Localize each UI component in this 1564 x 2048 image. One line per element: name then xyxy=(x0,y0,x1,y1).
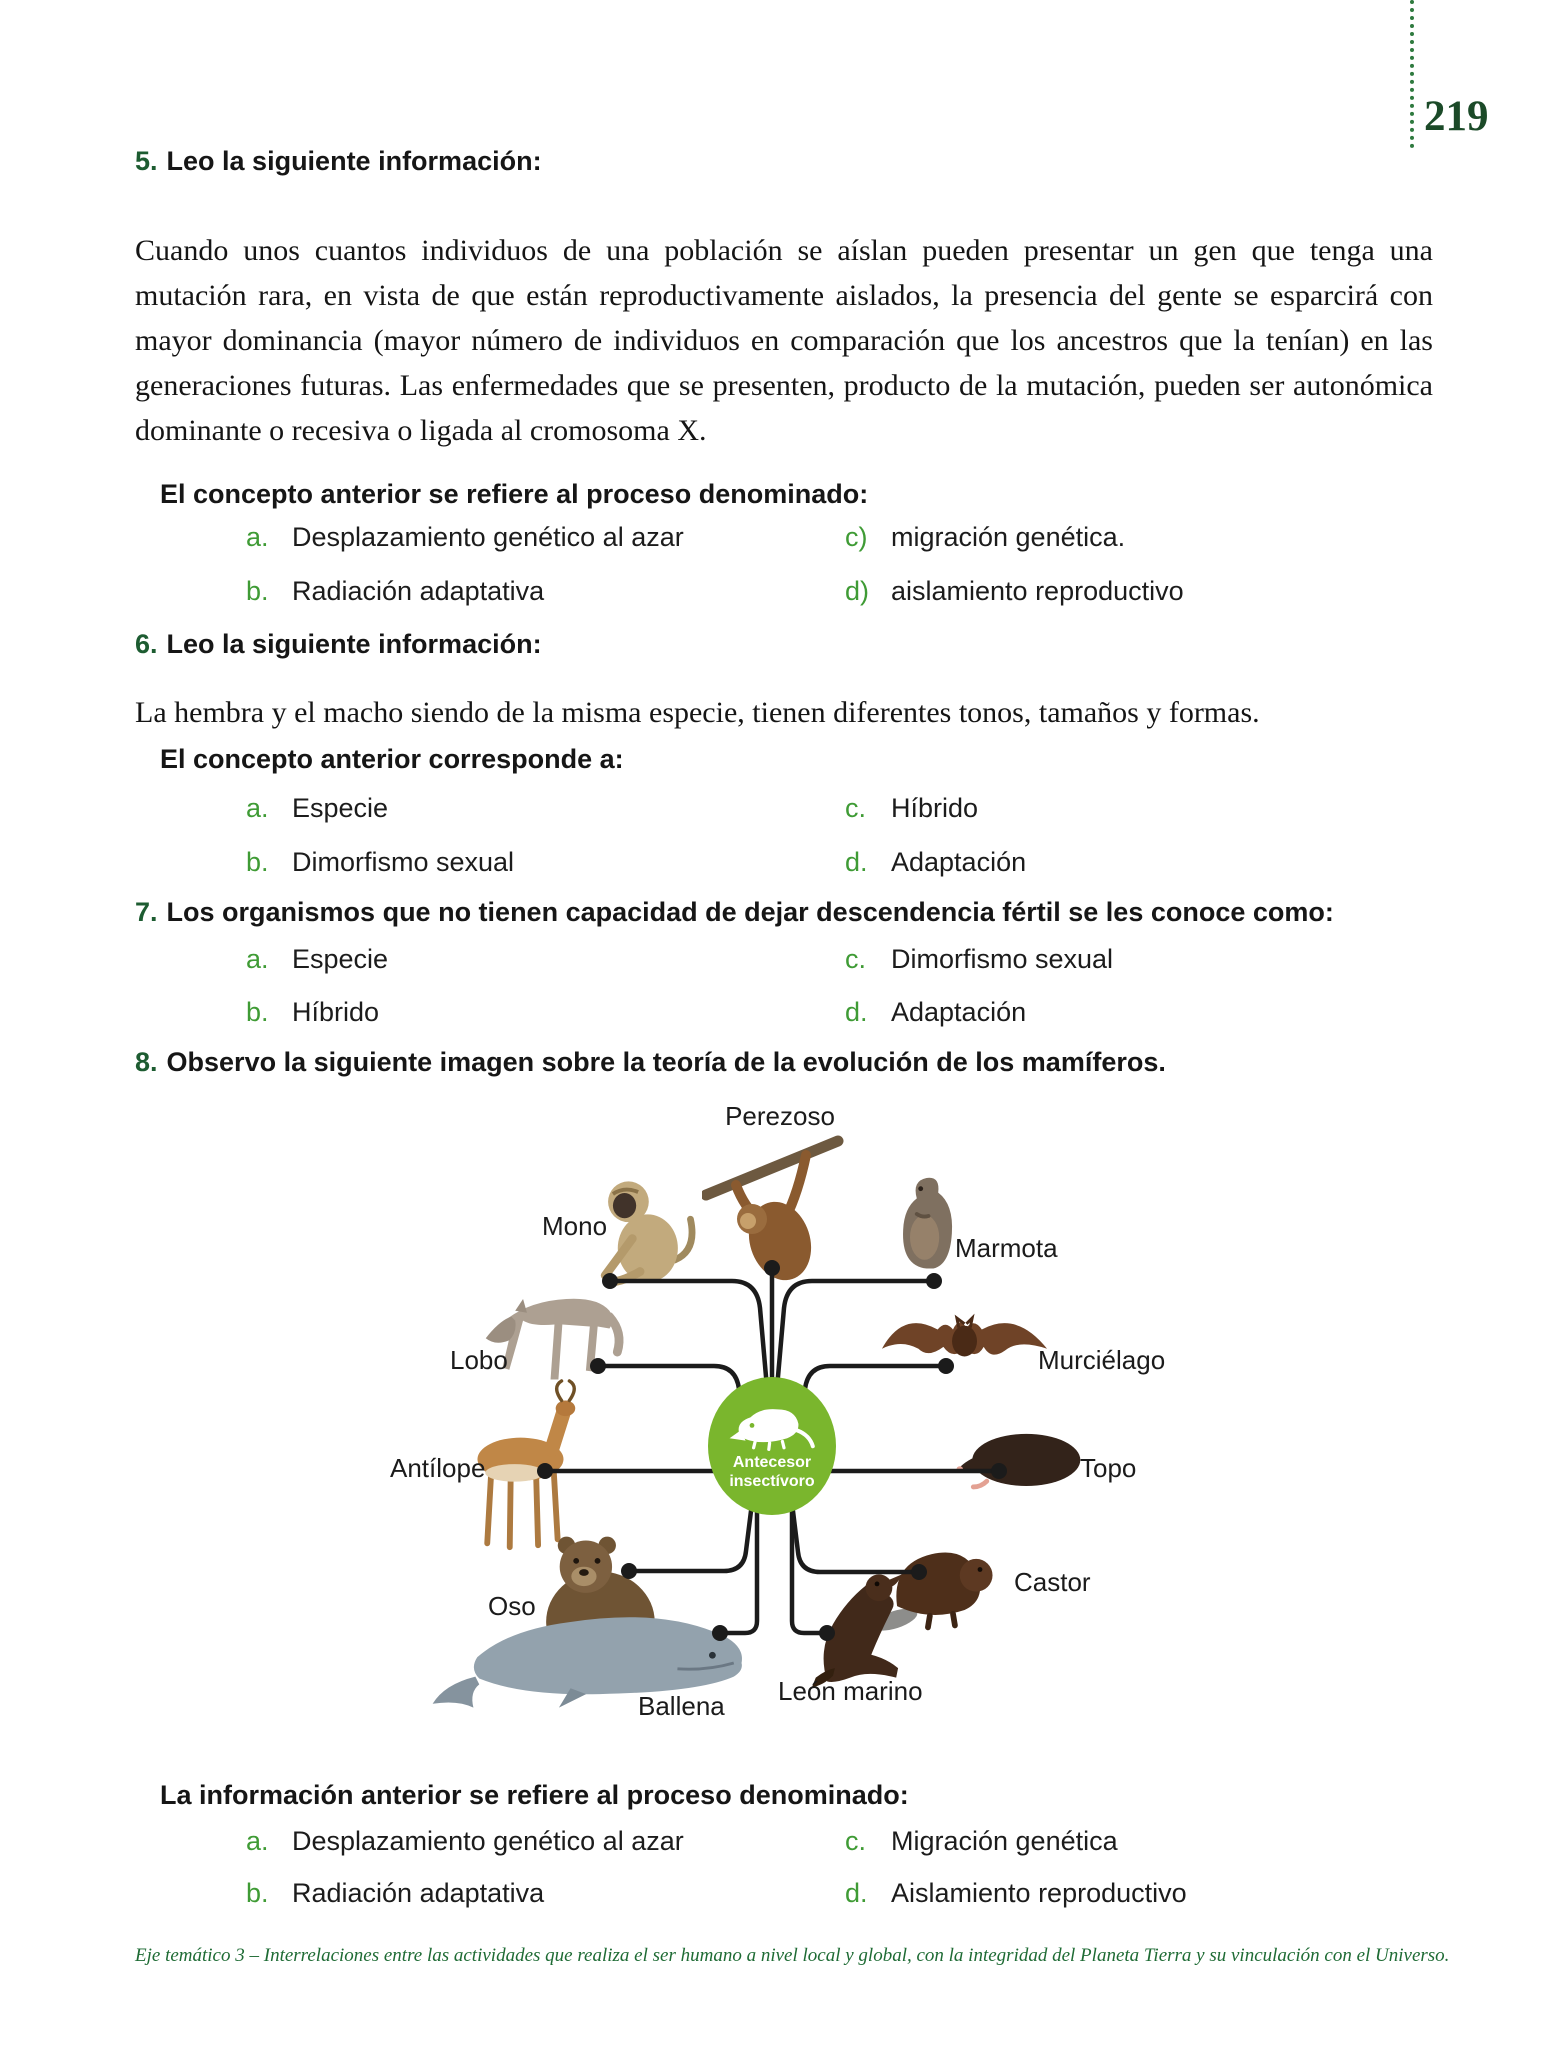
ancestor-circle xyxy=(708,1377,836,1515)
q6-option-b-text: Dimorfismo sexual xyxy=(292,847,515,877)
q5-option-a-text: Desplazamiento genético al azar xyxy=(292,522,684,552)
q6-option-a-text: Especie xyxy=(292,793,389,823)
question-8-header xyxy=(135,1047,1166,1078)
label-perezoso: Perezoso xyxy=(725,1101,835,1131)
label-topo: Topo xyxy=(1080,1453,1137,1483)
question-8-prompt: Observo la siguiente imagen sobre la teoría de la evolución de los mamíferos. xyxy=(166,1047,1166,1077)
q8-option-c-text: Migración genética xyxy=(891,1826,1118,1856)
question-6-number: 6. xyxy=(135,629,158,659)
q5-option-c-letter: c) xyxy=(845,522,868,552)
q8-option-d-text: Aislamiento reproductivo xyxy=(891,1878,1187,1908)
question-5-subprompt: El concepto anterior se refiere al proceso denominado: xyxy=(160,479,869,509)
q8-option-b-letter: b. xyxy=(246,1878,269,1908)
mammal-evolution-diagram xyxy=(380,1093,1200,1765)
question-8-subprompt: La información anterior se refiere al proceso denominado: xyxy=(160,1780,909,1810)
q5-option-a-letter: a. xyxy=(246,522,269,552)
q6-option-c-letter: c. xyxy=(845,793,867,823)
q8-option-c xyxy=(845,1826,1118,1857)
q5-option-b-text: Radiación adaptativa xyxy=(292,576,545,606)
q5-option-b xyxy=(246,576,544,607)
q6-option-a xyxy=(246,793,388,824)
q7-option-d-text: Adaptación xyxy=(891,997,1027,1027)
chapter-footer: Eje temático 3 – Interrelaciones entre las actividades que realiza el ser humano a nivel local y global, con la integridad del Planeta Tierra y su vinculación con el Universo. xyxy=(135,1945,1450,1966)
label-murcielago: Murciélago xyxy=(1038,1345,1166,1375)
q6-option-a-letter: a. xyxy=(246,793,269,823)
q6-option-c-text: Híbrido xyxy=(891,793,979,823)
label-leon-marino: León marino xyxy=(778,1676,923,1706)
question-6-prompt: Leo la siguiente información: xyxy=(166,629,542,659)
q7-option-b xyxy=(246,997,379,1028)
q7-option-b-text: Híbrido xyxy=(292,997,380,1027)
label-antilope: Antílope xyxy=(390,1453,486,1483)
q6-option-d xyxy=(845,847,1026,878)
q7-option-c-letter: c. xyxy=(845,944,867,974)
q8-option-b-text: Radiación adaptativa xyxy=(292,1878,545,1908)
page-number: 219 xyxy=(1424,93,1489,140)
q5-option-b-letter: b. xyxy=(246,576,269,606)
question-5-number: 5. xyxy=(135,146,158,176)
q7-option-c xyxy=(845,944,1113,975)
q7-option-b-letter: b. xyxy=(246,997,269,1027)
label-ballena: Ballena xyxy=(638,1691,725,1721)
q7-option-d-letter: d. xyxy=(845,997,868,1027)
ancestor-label-line2: insectívoro xyxy=(729,1473,815,1490)
q5-option-c-text: migración genética. xyxy=(891,522,1126,552)
dotted-divider-line xyxy=(1410,0,1414,148)
question-7-prompt: Los organismos que no tienen capacidad de dejar descendencia fértil se les conoce como: xyxy=(166,897,1334,927)
q7-option-a-text: Especie xyxy=(292,944,389,974)
question-6-subprompt: El concepto anterior corresponde a: xyxy=(160,744,624,774)
q5-option-d-letter: d) xyxy=(845,576,870,606)
question-8-number: 8. xyxy=(135,1047,158,1077)
question-5-passage: Cuando unos cuantos individuos de una población se aíslan pueden presentar un gen que tenga una mutación rara, en vista de que están reproductivamente aislados, la presencia del gente se esparcirá con mayor dominancia (mayor número de individuos en comparación que los ancestros que la tenían) en las generaciones futuras. Las enfermedades que se presenten, producto de la mutación, pueden ser autonómica dominante o recesiva o ligada al cromosoma X. xyxy=(135,234,1433,447)
question-5-header xyxy=(135,146,542,177)
q7-option-a-letter: a. xyxy=(246,944,269,974)
q8-option-c-letter: c. xyxy=(845,1826,867,1856)
q5-option-c xyxy=(845,522,1125,553)
question-5-prompt: Leo la siguiente información: xyxy=(166,146,542,176)
q6-option-b-letter: b. xyxy=(246,847,269,877)
q5-option-d-text: aislamiento reproductivo xyxy=(891,576,1184,606)
q7-option-a xyxy=(246,944,388,975)
q6-option-d-text: Adaptación xyxy=(891,847,1027,877)
label-marmota: Marmota xyxy=(955,1233,1058,1263)
question-7-header xyxy=(135,897,1334,928)
question-6-passage: La hembra y el macho siendo de la misma especie, tienen diferentes tonos, tamaños y formas. xyxy=(135,696,1260,729)
q6-option-d-letter: d. xyxy=(845,847,868,877)
q8-option-a xyxy=(246,1826,684,1857)
q6-option-c xyxy=(845,793,978,824)
q7-option-c-text: Dimorfismo sexual xyxy=(891,944,1114,974)
shrew-icon xyxy=(728,1401,816,1453)
q8-option-d xyxy=(845,1878,1187,1909)
question-7-number: 7. xyxy=(135,897,158,927)
q5-option-a xyxy=(246,522,684,553)
ancestor-label-line1: Antecesor xyxy=(732,1454,812,1471)
q8-option-a-text: Desplazamiento genético al azar xyxy=(292,1826,684,1856)
q8-option-d-letter: d. xyxy=(845,1878,868,1908)
q7-option-d xyxy=(845,997,1026,1028)
q6-option-b xyxy=(246,847,514,878)
label-castor: Castor xyxy=(1014,1567,1091,1597)
q8-option-a-letter: a. xyxy=(246,1826,269,1856)
label-lobo: Lobo xyxy=(450,1345,508,1375)
q5-option-d xyxy=(845,576,1184,607)
label-oso: Oso xyxy=(488,1591,536,1621)
label-mono: Mono xyxy=(542,1211,608,1241)
question-6-header xyxy=(135,629,542,660)
q8-option-b xyxy=(246,1878,544,1909)
